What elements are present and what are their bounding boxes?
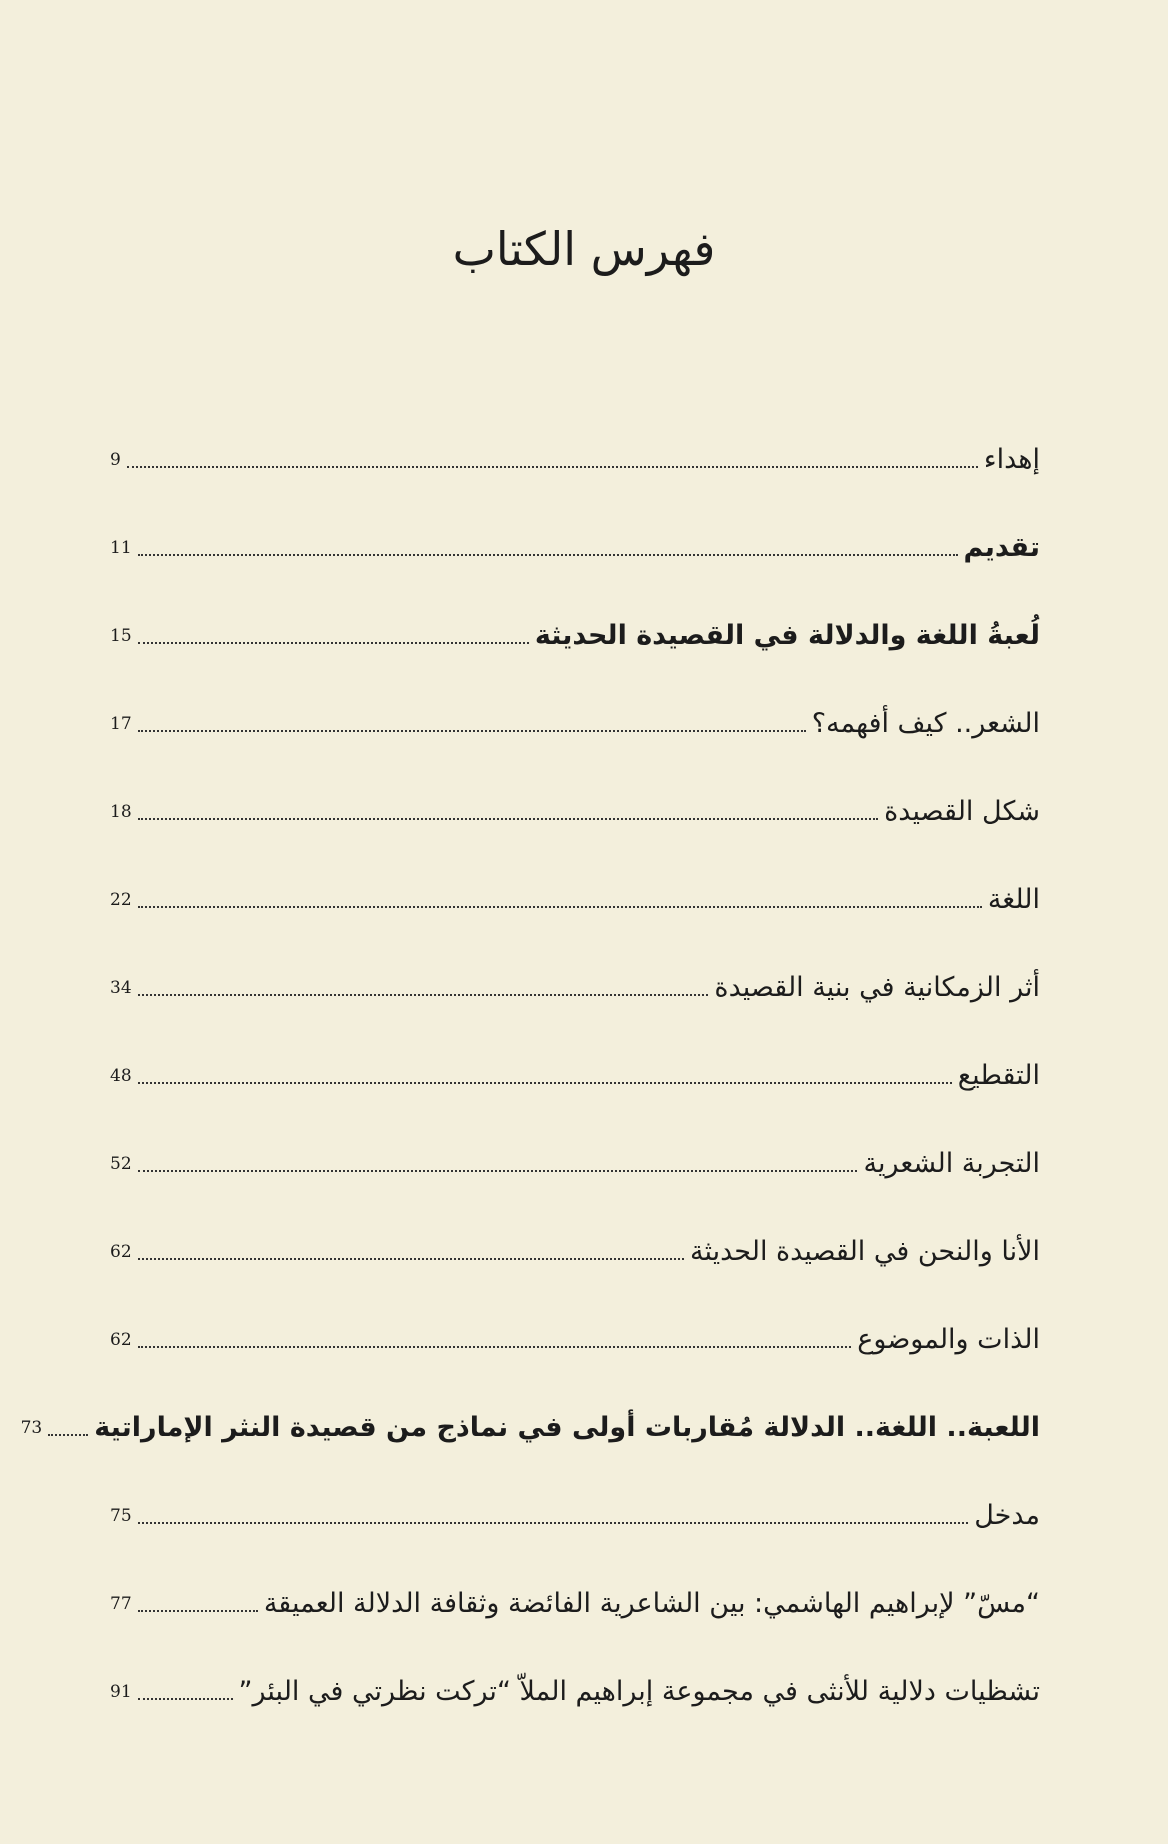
toc-entry-page-number: 18 xyxy=(110,801,132,822)
toc-entry-page-number: 34 xyxy=(110,977,132,998)
toc-entry-page-number: 62 xyxy=(110,1329,132,1350)
toc-leader-dots xyxy=(138,554,958,556)
toc-entry-page-number: 22 xyxy=(110,889,132,910)
toc-leader-dots xyxy=(138,730,806,732)
toc-entry-page-number: 75 xyxy=(110,1505,132,1526)
toc-entry-page-number: 73 xyxy=(20,1417,43,1438)
toc-leader-dots xyxy=(138,1610,258,1612)
toc-entry-title: تقديم xyxy=(963,531,1040,563)
toc-entry xyxy=(110,1180,1040,1268)
toc-entry-title: اللغة xyxy=(987,883,1040,915)
toc-entry-page-number: 15 xyxy=(110,625,132,646)
toc-entry-page-number: 17 xyxy=(110,713,132,734)
toc-entry xyxy=(110,476,1040,564)
toc-entry xyxy=(110,388,1040,476)
page-title: فهرس الكتاب xyxy=(452,222,716,276)
toc-leader-dots xyxy=(138,1082,952,1084)
toc-entry-page-number: 52 xyxy=(110,1153,132,1174)
toc-entry xyxy=(110,1092,1040,1180)
toc-leader-dots xyxy=(127,466,978,468)
toc-leader-dots xyxy=(138,642,529,644)
toc-entry xyxy=(110,1444,1040,1532)
toc-leader-dots xyxy=(138,1698,233,1700)
toc-entry xyxy=(110,828,1040,916)
toc-leader-dots xyxy=(138,818,879,820)
toc-entry-page-number: 77 xyxy=(110,1593,132,1614)
toc-entry-title: التقطيع xyxy=(957,1059,1040,1091)
toc-entry-title: إهداء xyxy=(983,443,1040,475)
toc-leader-dots xyxy=(138,1346,852,1348)
toc-leader-dots xyxy=(138,906,982,908)
toc-entry xyxy=(20,1356,1040,1444)
toc-entry-title: اللعبة.. اللغة.. الدلالة مُقاربات أولى في نماذج من قصيدة النثر الإماراتية xyxy=(94,1411,1040,1443)
toc-entry-page-number: 9 xyxy=(110,449,121,470)
toc-entry-page-number: 11 xyxy=(110,537,132,558)
toc-entry-title: الشعر.. كيف أفهمه؟ xyxy=(811,707,1040,739)
toc-entry-title: “مسّ” لإبراهيم الهاشمي: بين الشاعرية الفائضة وثقافة الدلالة العميقة xyxy=(263,1587,1040,1619)
table-of-contents xyxy=(20,388,1040,1708)
toc-entry-page-number: 62 xyxy=(110,1241,132,1262)
toc-leader-dots xyxy=(138,1522,969,1524)
toc-entry-title: شكل القصيدة xyxy=(884,795,1040,827)
toc-leader-dots xyxy=(48,1434,88,1436)
toc-entry xyxy=(110,740,1040,828)
toc-entry xyxy=(110,652,1040,740)
toc-entry-title: الأنا والنحن في القصيدة الحديثة xyxy=(689,1235,1040,1267)
toc-entry-title: مدخل xyxy=(974,1499,1040,1531)
toc-entry-title: التجربة الشعرية xyxy=(863,1147,1040,1179)
toc-entry xyxy=(110,1004,1040,1092)
toc-leader-dots xyxy=(138,1258,684,1260)
toc-entry-title: أثر الزمكانية في بنية القصيدة xyxy=(714,971,1040,1003)
toc-entry xyxy=(110,1532,1040,1620)
toc-entry-title: لُعبةُ اللغة والدلالة في القصيدة الحديثة xyxy=(534,619,1040,651)
toc-entry xyxy=(110,1268,1040,1356)
toc-entry-page-number: 48 xyxy=(110,1065,132,1086)
toc-leader-dots xyxy=(138,1170,858,1172)
toc-entry xyxy=(110,1620,1040,1708)
toc-entry-page-number: 91 xyxy=(110,1681,132,1702)
toc-leader-dots xyxy=(138,994,709,996)
toc-entry xyxy=(110,916,1040,1004)
toc-entry xyxy=(110,564,1040,652)
toc-entry-title: تشظيات دلالية للأنثى في مجموعة إبراهيم الملاّ “تركت نظرتي في البئر” xyxy=(238,1675,1040,1707)
toc-entry-title: الذات والموضوع xyxy=(857,1323,1040,1355)
